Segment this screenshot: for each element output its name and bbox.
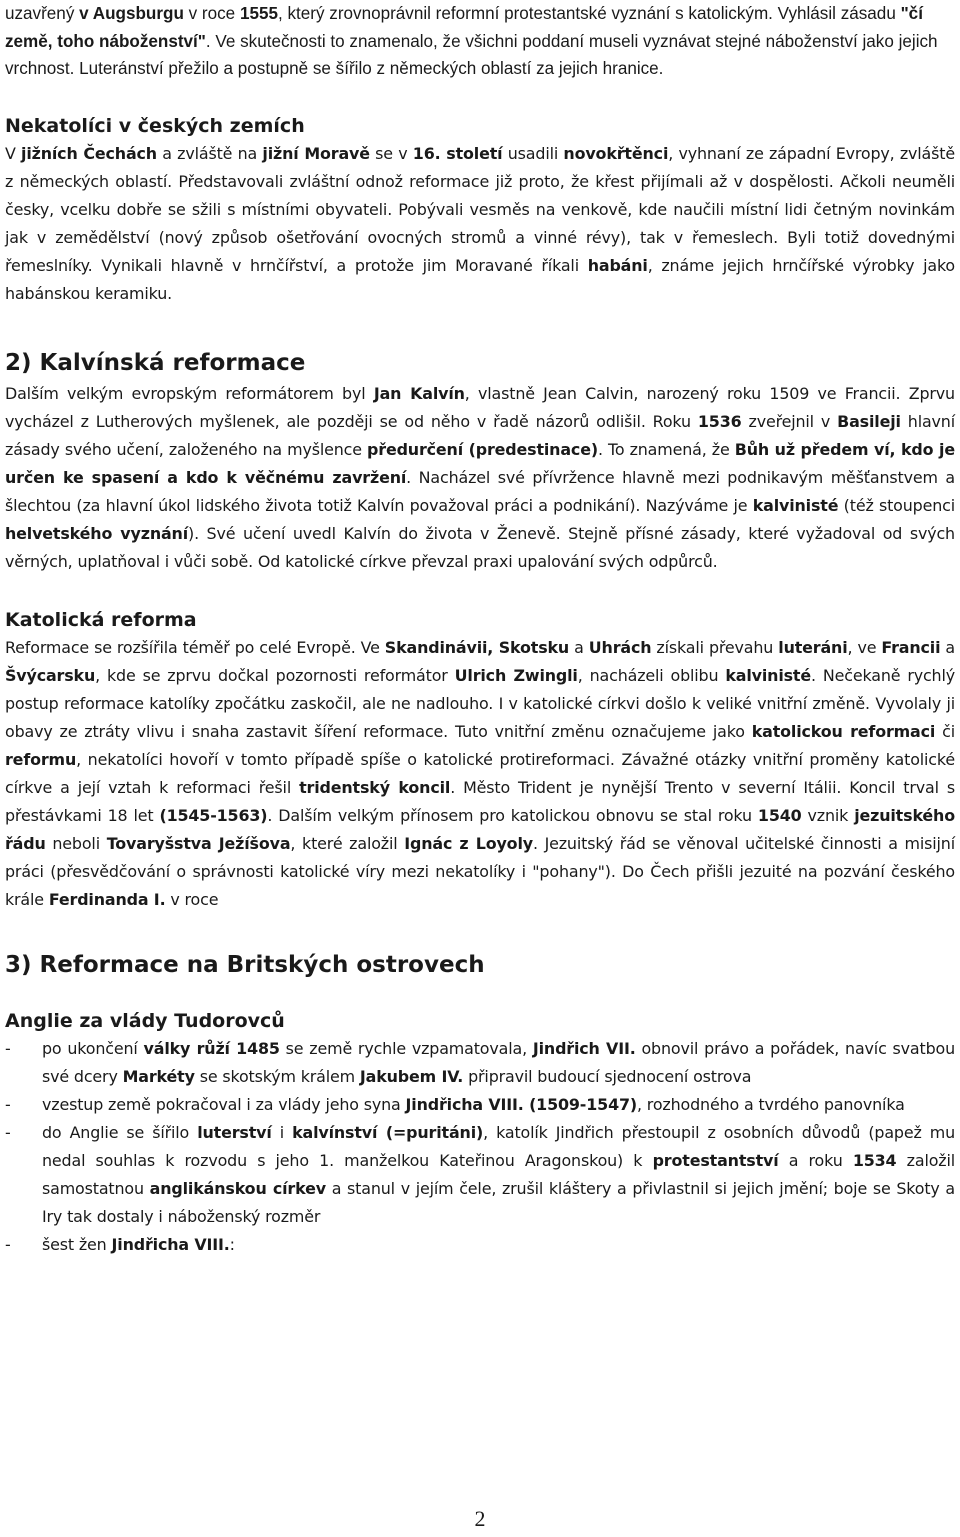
list-item <box>5 1035 955 1091</box>
text-run: a stanul v jejím čele, zrušil kláštery a přivlastnil si jejich jmění; boje se Skoty a Iry tak dostaly i náboženský rozměr <box>42 1178 956 1226</box>
dash-marker: - <box>5 1234 11 1254</box>
text-run: . Dalším velkým přínosem pro katolickou obnovu se stal roku <box>267 805 758 825</box>
text-run: 16. století <box>412 143 503 163</box>
text-run: Reformace se rozšířila téměř po celé Evropě. Ve <box>5 637 385 657</box>
text-run: (1545-1563) <box>159 805 268 825</box>
text-run: Basileji <box>837 411 901 431</box>
text-run: kalvínství (=puritáni) <box>292 1122 484 1142</box>
text-run: založil samostatnou <box>42 1150 956 1198</box>
text-run: . Nacházel své přívržence hlavně mezi podnikavým měšťanstvem a šlechtou (za hlavní úkol lidského života totiž Kalvín považoval práci a podnikání). Nazýváme je <box>5 467 956 515</box>
text-run: se v <box>369 143 413 163</box>
text-run: , nacházeli oblibu <box>577 665 726 685</box>
text-run: uzavřený <box>5 4 80 23</box>
text-run: protestantství <box>652 1150 779 1170</box>
text-run: i <box>271 1122 293 1142</box>
text-run: (též stoupenci <box>838 495 955 515</box>
text-run: jezuitského řádu <box>5 805 955 853</box>
text-run: 1534 <box>852 1150 897 1170</box>
text-run: a <box>569 637 589 657</box>
text-run: . Jezuitský řád se věnoval učitelské činnosti a misijní práci (přesvědčování o správnosti katolické víry mezi nekatolíky i "pohany"). Do Čech přišli jezuité na pozvání českého krále <box>5 833 955 909</box>
text-run: , vyhnaní ze západní Evropy, zvláště z německých oblastí. Představovali zvláštní odnož reformace již proto, že křest přijímali až v dospělosti. Ačkoli neuměli česky, vcelku dobře se sžili s místními obyvateli. Pobývali vesměs na venkově, kde naučili místní lidi četným novinkám jak v zemědělství (nový způsob ošetřování ovocných stromů a vinné révy), tak v řemeslech. Byli totiž dovednými řemeslníky. Vynikali hlavně v hrnčířství, a protože jim Moravané říkali <box>5 143 955 275</box>
section-heading-britske: 3) Reformace na Britských ostrovech <box>5 951 485 978</box>
text-run: luteráni <box>778 637 848 657</box>
list-tudorovci <box>5 1035 955 1259</box>
text-run: . Město Trident je nynější Trento v severní Itálii. Koncil trval s přestávkami 18 let <box>5 777 956 825</box>
text-run: , katolík Jindřich přestoupil z osobních důvodů (papež mu nedal souhlas k rozvodu s jeho 1. manželkou Kateřinou Aragonskou) k <box>42 1122 955 1170</box>
text-run: Jindřicha VIII. <box>111 1234 230 1254</box>
text-run: , známe jejich hrnčířské výrobky jako habánskou keramiku. <box>5 255 955 303</box>
text-run: Bůh už předem ví, kdo je určen ke spasení a kdo k věčnému zavržení <box>5 439 955 487</box>
text-run: získali převahu <box>651 637 779 657</box>
text-run: , které založil <box>290 833 405 853</box>
section-heading-katolicka: Katolická reforma <box>5 608 197 631</box>
list-item <box>5 1231 955 1259</box>
text-run: reformu <box>5 749 77 769</box>
text-run: Ulrich Zwingli <box>454 665 578 685</box>
text-run: , vlastně Jean Calvin, narozený roku 1509 ve Francii. Zprvu vycházel z Lutherových myšlenek, ale později se od něho v řadě názorů odlišil. Roku <box>5 383 955 431</box>
text-run: Jindřicha VIII. (1509-1547) <box>405 1094 637 1114</box>
text-run: , rozhodného a tvrdého panovníka <box>637 1094 905 1114</box>
text-run: šest žen <box>42 1234 112 1254</box>
text-run: Francii <box>881 637 941 657</box>
dash-marker: - <box>5 1094 11 1114</box>
text-run: hlavní zásady svého učení, založeného na myšlence <box>5 411 955 459</box>
text-run: , kde se zprvu dočkal pozornosti reformátor <box>95 665 455 685</box>
text-run: katolickou reformaci <box>751 721 936 741</box>
dash-marker: - <box>5 1122 11 1142</box>
text-run: 1555 <box>239 4 278 23</box>
text-run: Jan Kalvín <box>373 383 465 403</box>
text-run: obnovil právo a pořádek, navíc svatbou své dcery <box>42 1038 956 1086</box>
text-run: ). Své učení uvedl Kalvín do života v Ženevě. Stejně přísné zásady, které vyžadoval od svých věrných, uplatňoval i vůči sobě. Od katolické církve převzal praxi upalování svých odpůrců. <box>5 523 955 571</box>
text-run: v Augsburgu <box>79 4 184 23</box>
text-run: po ukončení <box>42 1038 144 1058</box>
text-run: připravil budoucí sjednocení ostrova <box>463 1066 752 1086</box>
text-run: v roce <box>183 4 240 23</box>
text-run: , nekatolíci hovoří v tomto případě spíše o katolické protireformaci. Závažné otázky vnitřní proměny katolické církve a její vztah k reformaci řešil <box>5 749 955 797</box>
text-run: vznik <box>801 805 855 825</box>
text-run: . Ve skutečnosti to znamenalo, že všichni poddaní museli vyznávat stejné náboženství jako jejich vrchnost. Luteránství přežilo a postupně se šířilo z německých oblastí za jejich hranice. <box>5 31 938 78</box>
subsection-heading-tudorovci: Anglie za vlády Tudorovců <box>5 1009 285 1032</box>
text-run: se skotským králem <box>194 1066 360 1086</box>
text-run: Uhrách <box>588 637 652 657</box>
text-run: vzestup země pokračoval i za vlády jeho syna <box>42 1094 406 1114</box>
text-run: Tovaryšstva Ježíšova <box>106 833 291 853</box>
text-run: helvetského vyznání <box>5 523 189 543</box>
document-page <box>5 0 955 1259</box>
text-run: novokřtěnci <box>563 143 669 163</box>
text-run: "čí země, toho náboženství" <box>5 4 923 51</box>
text-run: a <box>940 637 956 657</box>
text-run: anglikánskou církev <box>149 1178 326 1198</box>
text-run: jižní Moravě <box>262 143 370 163</box>
text-run: Markéty <box>122 1066 195 1086</box>
text-run: Skandinávii, Skotsku <box>384 637 570 657</box>
text-run: Ferdinanda I. <box>48 889 166 909</box>
text-run: zveřejnil v <box>741 411 838 431</box>
text-run: : <box>229 1234 235 1254</box>
section-heading-nekatolici: Nekatolíci v českých zemích <box>5 114 305 137</box>
text-run: Jakubem IV. <box>359 1066 464 1086</box>
text-run: jižních Čechách <box>21 143 157 163</box>
dash-marker: - <box>5 1038 11 1058</box>
text-run: . To znamená, že <box>597 439 735 459</box>
text-run: Dalším velkým evropským reformátorem byl <box>5 383 374 403</box>
text-run: či <box>935 721 955 741</box>
text-run: v roce <box>165 889 219 909</box>
section-heading-kalvin: 2) Kalvínská reformace <box>5 349 306 376</box>
text-run: Švýcarsku <box>5 665 96 685</box>
text-run: 1540 <box>757 805 802 825</box>
list-item <box>5 1119 955 1231</box>
text-run: války růží 1485 <box>143 1038 280 1058</box>
text-run: Jindřich VII. <box>532 1038 636 1058</box>
text-run: luterství <box>197 1122 272 1142</box>
text-run: kalvinisté <box>725 665 812 685</box>
page-number: 2 <box>474 1506 486 1531</box>
paragraph-kalvin <box>5 380 955 576</box>
list-item <box>5 1091 955 1119</box>
text-run: 1536 <box>697 411 742 431</box>
text-run: habáni <box>587 255 648 275</box>
text-run: Ignác z Loyoly <box>404 833 533 853</box>
text-run: usadili <box>502 143 564 163</box>
text-run: do Anglie se šířilo <box>42 1122 198 1142</box>
text-run: , který zrovnoprávnil reformní protestantské vyznání s katolickým. Vyhlásil zásadu <box>277 4 901 23</box>
text-run: a roku <box>778 1150 853 1170</box>
text-run: se země rychle vzpamatovala, <box>279 1038 533 1058</box>
text-run: neboli <box>45 833 107 853</box>
text-run: . Nečekaně rychlý postup reformace katolíky zpočátku zaskočil, ale ne nadlouho. I v katolické církvi došlo k veliké vnitřní změně. Vyvolaly ji obavy ze ztráty vlivu i snaha zastavit šíření reformace. Tuto vnitřní změnu označujeme jako <box>5 665 955 741</box>
text-run: V <box>5 143 22 163</box>
text-run: tridentský koncil <box>299 777 451 797</box>
paragraph-katolicka <box>5 634 955 914</box>
text-run: a zvláště na <box>156 143 263 163</box>
paragraph-nekatolici <box>5 140 955 308</box>
intro-paragraph <box>5 0 955 83</box>
text-run: , ve <box>847 637 882 657</box>
text-run: předurčení (predestinace) <box>367 439 598 459</box>
text-run: kalvinisté <box>752 495 839 515</box>
